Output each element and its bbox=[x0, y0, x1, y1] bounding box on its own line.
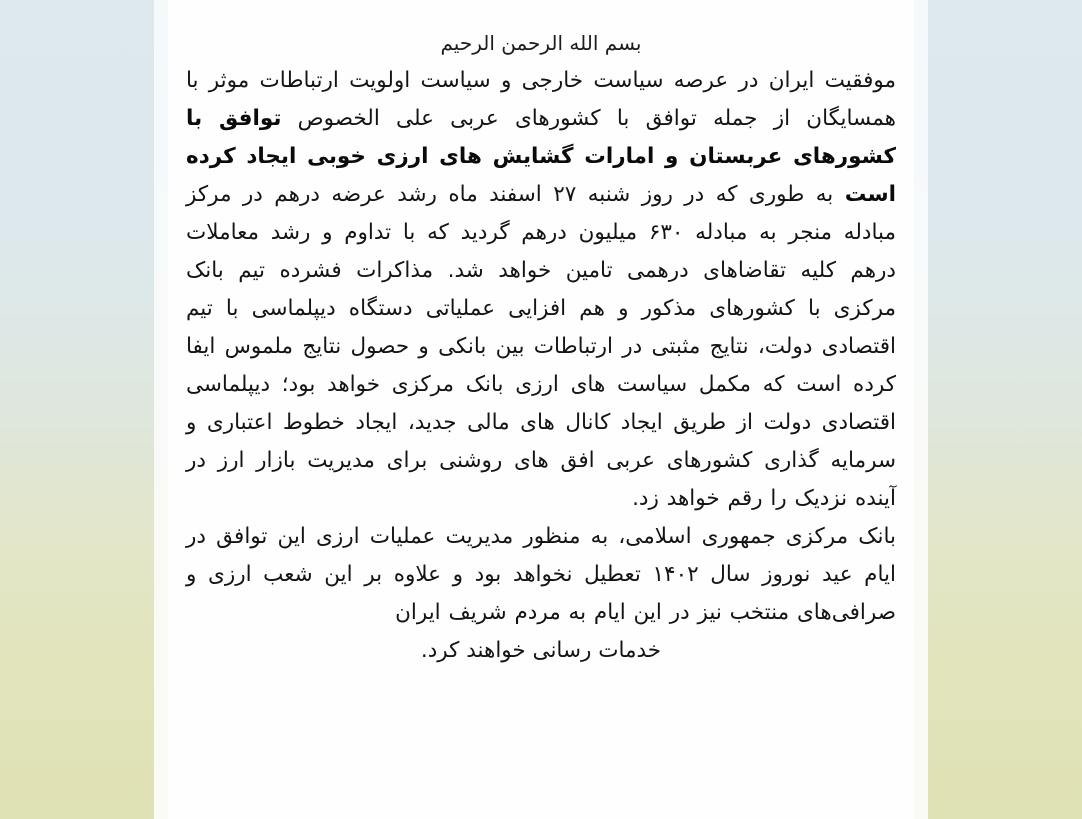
closing-line: خدمات رسانی خواهند کرد. bbox=[420, 638, 662, 663]
announcement-detail-text: به طوری که در روز شنبه ۲۷ اسفند ماه رشد عرضه درهم در مرکز مبادله منجر به مبادله ۶۳۰ میلیون درهم گردید که با تداوم و رشد معاملات درهم کلیه تقاضاهای درهمی تامین خواهد شد. مذاکرات فشرده تیم بانک مرکزی با کشورهای مذکور و هم افزایی عملیاتی دستگاه دیپلماسی با تیم اقتصادی دولت، نتایج مثبتی در ارتباطات بین بانکی و حصول نتایج ملموس ایفا کرده است که مکمل سیاست های ارزی بانک مرکزی خواهد بود؛ دیپلماسی اقتصادی دولت از طریق ایجاد کانال های مالی جدید، ایجاد خطوط اعتباری و سرمایه گذاری کشورهای عربی افق های روشنی برای مدیریت بازار ارز در آینده نزدیک را رقم خواهد زد. bbox=[186, 182, 896, 511]
paragraph-holiday-notice bbox=[186, 518, 896, 632]
announcement-intro-text: موفقیت ایران در عرصه سیاست خارجی و سیاست اولویت ارتباطات موثر با همسایگان از جمله توافق با کشورهای عربی علی الخصوص bbox=[186, 68, 896, 131]
holiday-notice-text: بانک مرکزی جمهوری اسلامی، به منظور مدیریت عملیات ارزی این توافق در ایام عید نوروز سال ۱۴۰۲ تعطیل نخواهد بود و علاوه بر این شعب ارزی و صرافی‌های منتخب نیز در این ایام به مردم شریف ایران bbox=[186, 524, 896, 625]
document-body bbox=[186, 26, 896, 819]
paragraph-announcement bbox=[186, 62, 896, 518]
document-page bbox=[168, 0, 914, 819]
document-heading-basmala: بسم الله الرحمن الرحیم bbox=[440, 31, 642, 55]
announcement-bold-highlight: توافق با کشورهای عربستان و امارات گشایش های ارزی خوبی ایجاد کرده است bbox=[186, 106, 896, 207]
